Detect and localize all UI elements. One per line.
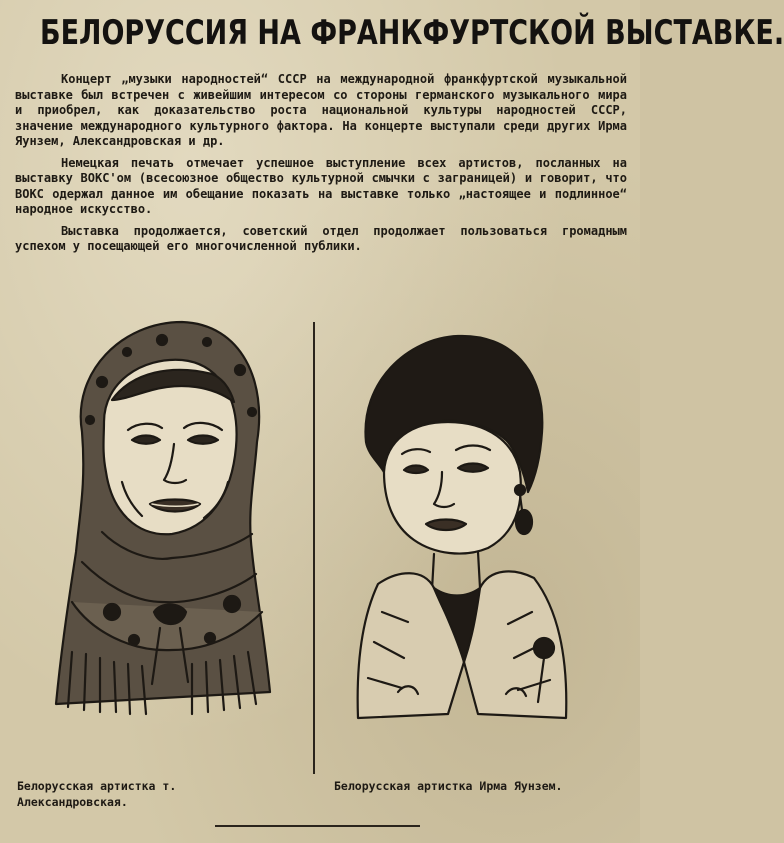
caption-left: Белорусская артистка т. Александровская.	[17, 779, 177, 809]
column-divider	[313, 322, 315, 774]
paragraph-3: Выставка продолжается, советский отдел продолжает пользоваться громадным успехом у посещающей его многочисленной публики.	[15, 223, 627, 253]
paragraph-1: Концерт „музыки народностей“ СССР на международной франкфуртской музыкальной выставке был встречен с живейшим интересом со стороны германского музыкального мира и приобрел, как доказательство роста национальной культуры народностей СССР, значение международного культурного фактора. На концерте выступали среди других Ирма Яунзем, Александровская и др.	[15, 72, 627, 148]
portrait-yaunzem-drawing	[338, 322, 578, 722]
article-body	[15, 72, 627, 255]
headline: БЕЛОРУССИЯ НА ФРАНКФУРТСКОЙ ВЫСТАВКЕ.	[40, 14, 784, 53]
portrait-aleksandrovskaya	[42, 312, 282, 722]
paragraph-2: Немецкая печать отмечает успешное выступление всех артистов, посланных на выставку ВОКС'ом (всесоюзное общество культурной смычки с заграницей) и говорит, что ВОКС одержал данное им обещание показать на выставке только „настоящее и подлинное“ народное искусство.	[15, 155, 627, 216]
portrait-yaunzem	[338, 322, 578, 722]
bottom-rule	[215, 825, 420, 827]
caption-right: Белорусская артистка Ирма Яунзем.	[334, 779, 563, 793]
portrait-aleksandrovskaya-drawing	[42, 312, 282, 722]
